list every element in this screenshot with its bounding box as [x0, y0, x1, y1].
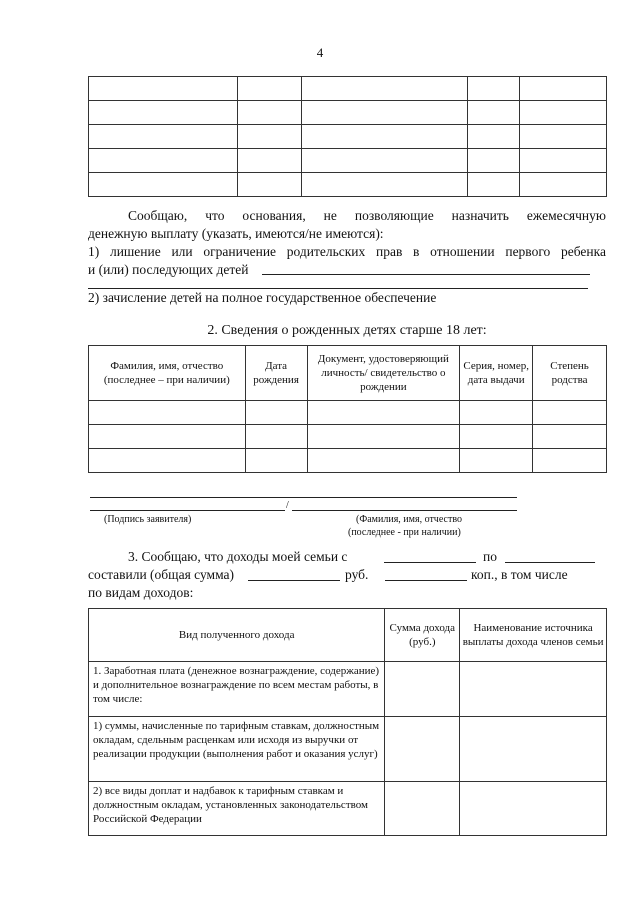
table-cell[interactable] — [245, 425, 307, 449]
table-cell[interactable] — [307, 449, 460, 473]
income-row-label: 2) все виды доплат и надбавок к тарифным ставкам и должностным окладам, установленных законодательством Российской Федерации — [89, 782, 385, 836]
table-cell[interactable] — [89, 425, 246, 449]
table-cell[interactable] — [89, 149, 238, 173]
item1-line1: 1) лишение или ограничение родительских прав в отношении первого ребенка — [88, 244, 606, 259]
table-cell[interactable] — [460, 401, 533, 425]
table-cell[interactable] — [237, 173, 301, 197]
item1-blank[interactable] — [262, 274, 590, 275]
separator: / — [286, 500, 289, 511]
table-row — [89, 101, 607, 125]
table-row — [89, 449, 607, 473]
table-cell[interactable] — [301, 77, 468, 101]
table-row — [89, 401, 607, 425]
income-source-cell[interactable] — [460, 782, 607, 836]
header-fio: Фамилия, имя, отчество (последнее – при наличии) — [89, 346, 246, 401]
total-kop-field[interactable] — [385, 580, 467, 581]
table-cell[interactable] — [468, 173, 520, 197]
table-cell[interactable] — [468, 149, 520, 173]
income-row-label: 1. Заработная плата (денежное вознаграждение, содержание) и дополнительное вознаграждение по всем местам работы, в том числе: — [89, 662, 385, 717]
table-cell[interactable] — [89, 101, 238, 125]
s3-line1b: по — [483, 549, 497, 564]
total-rub-field[interactable] — [248, 580, 340, 581]
header-relation: Степень родства — [533, 346, 607, 401]
table-cell[interactable] — [520, 77, 607, 101]
table-cell[interactable] — [89, 173, 238, 197]
table-cell[interactable] — [89, 449, 246, 473]
table-cell[interactable] — [468, 77, 520, 101]
item2: 2) зачисление детей на полное государственное обеспечение — [88, 290, 437, 305]
s3-line3: по видам доходов: — [88, 585, 194, 600]
page-number: 4 — [316, 45, 324, 60]
table-cell[interactable] — [468, 101, 520, 125]
header-income-sum: Сумма дохода (руб.) — [385, 609, 460, 662]
date-to-field[interactable] — [505, 562, 595, 563]
s3-line2a: составили (общая сумма) — [88, 567, 235, 582]
table-cell[interactable] — [520, 125, 607, 149]
income-source-cell[interactable] — [460, 717, 607, 782]
table-cell[interactable] — [460, 449, 533, 473]
s3-line2c: коп., в том числе — [471, 567, 568, 582]
signature-label: (Подпись заявителя) — [104, 514, 192, 525]
name-label-1: (Фамилия, имя, отчество — [356, 514, 462, 525]
table-cell[interactable] — [237, 77, 301, 101]
table-cell[interactable] — [520, 101, 607, 125]
table-cell[interactable] — [533, 401, 607, 425]
income-table — [88, 608, 607, 836]
table-row — [89, 173, 607, 197]
header-document: Документ, удостоверяющий личность/ свидетельство о рождении — [307, 346, 460, 401]
children-table — [88, 345, 607, 473]
item1-line2: и (или) последующих детей — [88, 262, 249, 277]
table-cell[interactable] — [89, 401, 246, 425]
table-cell[interactable] — [237, 125, 301, 149]
income-sum-cell[interactable] — [385, 717, 460, 782]
header-series: Серия, номер, дата выдачи — [460, 346, 533, 401]
header-income-type: Вид полученного дохода — [89, 609, 385, 662]
table-cell[interactable] — [237, 101, 301, 125]
table-cell[interactable] — [460, 425, 533, 449]
intro-line2: денежную выплату (указать, имеются/не имеются): — [88, 226, 384, 241]
income-sum-cell[interactable] — [385, 782, 460, 836]
table-cell[interactable] — [301, 125, 468, 149]
income-row-label: 1) суммы, начисленные по тарифным ставкам, должностным окладам, сдельным расценкам или исходя из выручки от реализации продукции (выполнения работ и оказания услуг) — [89, 717, 385, 782]
table-cell[interactable] — [237, 149, 301, 173]
table-cell[interactable] — [301, 149, 468, 173]
intro-line1: Сообщаю, что основания, не позволяющие назначить ежемесячную — [128, 208, 606, 223]
signature-field[interactable] — [90, 510, 285, 511]
s3-line1a: 3. Сообщаю, что доходы моей семьи с — [128, 549, 348, 564]
name-field[interactable] — [292, 510, 517, 511]
table-cell[interactable] — [533, 449, 607, 473]
table-cell[interactable] — [307, 401, 460, 425]
table-cell[interactable] — [89, 125, 238, 149]
table-cell[interactable] — [245, 449, 307, 473]
s3-line2b: руб. — [345, 567, 369, 582]
table-cell[interactable] — [307, 425, 460, 449]
table-cell[interactable] — [468, 125, 520, 149]
table-cell[interactable] — [520, 173, 607, 197]
table-cell[interactable] — [301, 101, 468, 125]
income-source-cell[interactable] — [460, 662, 607, 717]
date-from-field[interactable] — [384, 562, 476, 563]
table-cell[interactable] — [533, 425, 607, 449]
table-row — [89, 77, 607, 101]
signature-line-1[interactable] — [90, 497, 517, 498]
table-cell[interactable] — [301, 173, 468, 197]
table-row — [89, 425, 607, 449]
table-cell[interactable] — [520, 149, 607, 173]
table-row — [89, 125, 607, 149]
table-cell[interactable] — [245, 401, 307, 425]
income-sum-cell[interactable] — [385, 662, 460, 717]
table-row — [89, 149, 607, 173]
section2-heading: 2. Сведения о рожденных детях старше 18 лет: — [207, 323, 487, 338]
header-birth-date: Дата рождения — [245, 346, 307, 401]
name-label-2: (последнее - при наличии) — [348, 527, 461, 538]
header-income-source: Наименование источника выплаты дохода членов семьи — [460, 609, 607, 662]
table-cell[interactable] — [89, 77, 238, 101]
top-table — [88, 76, 607, 197]
